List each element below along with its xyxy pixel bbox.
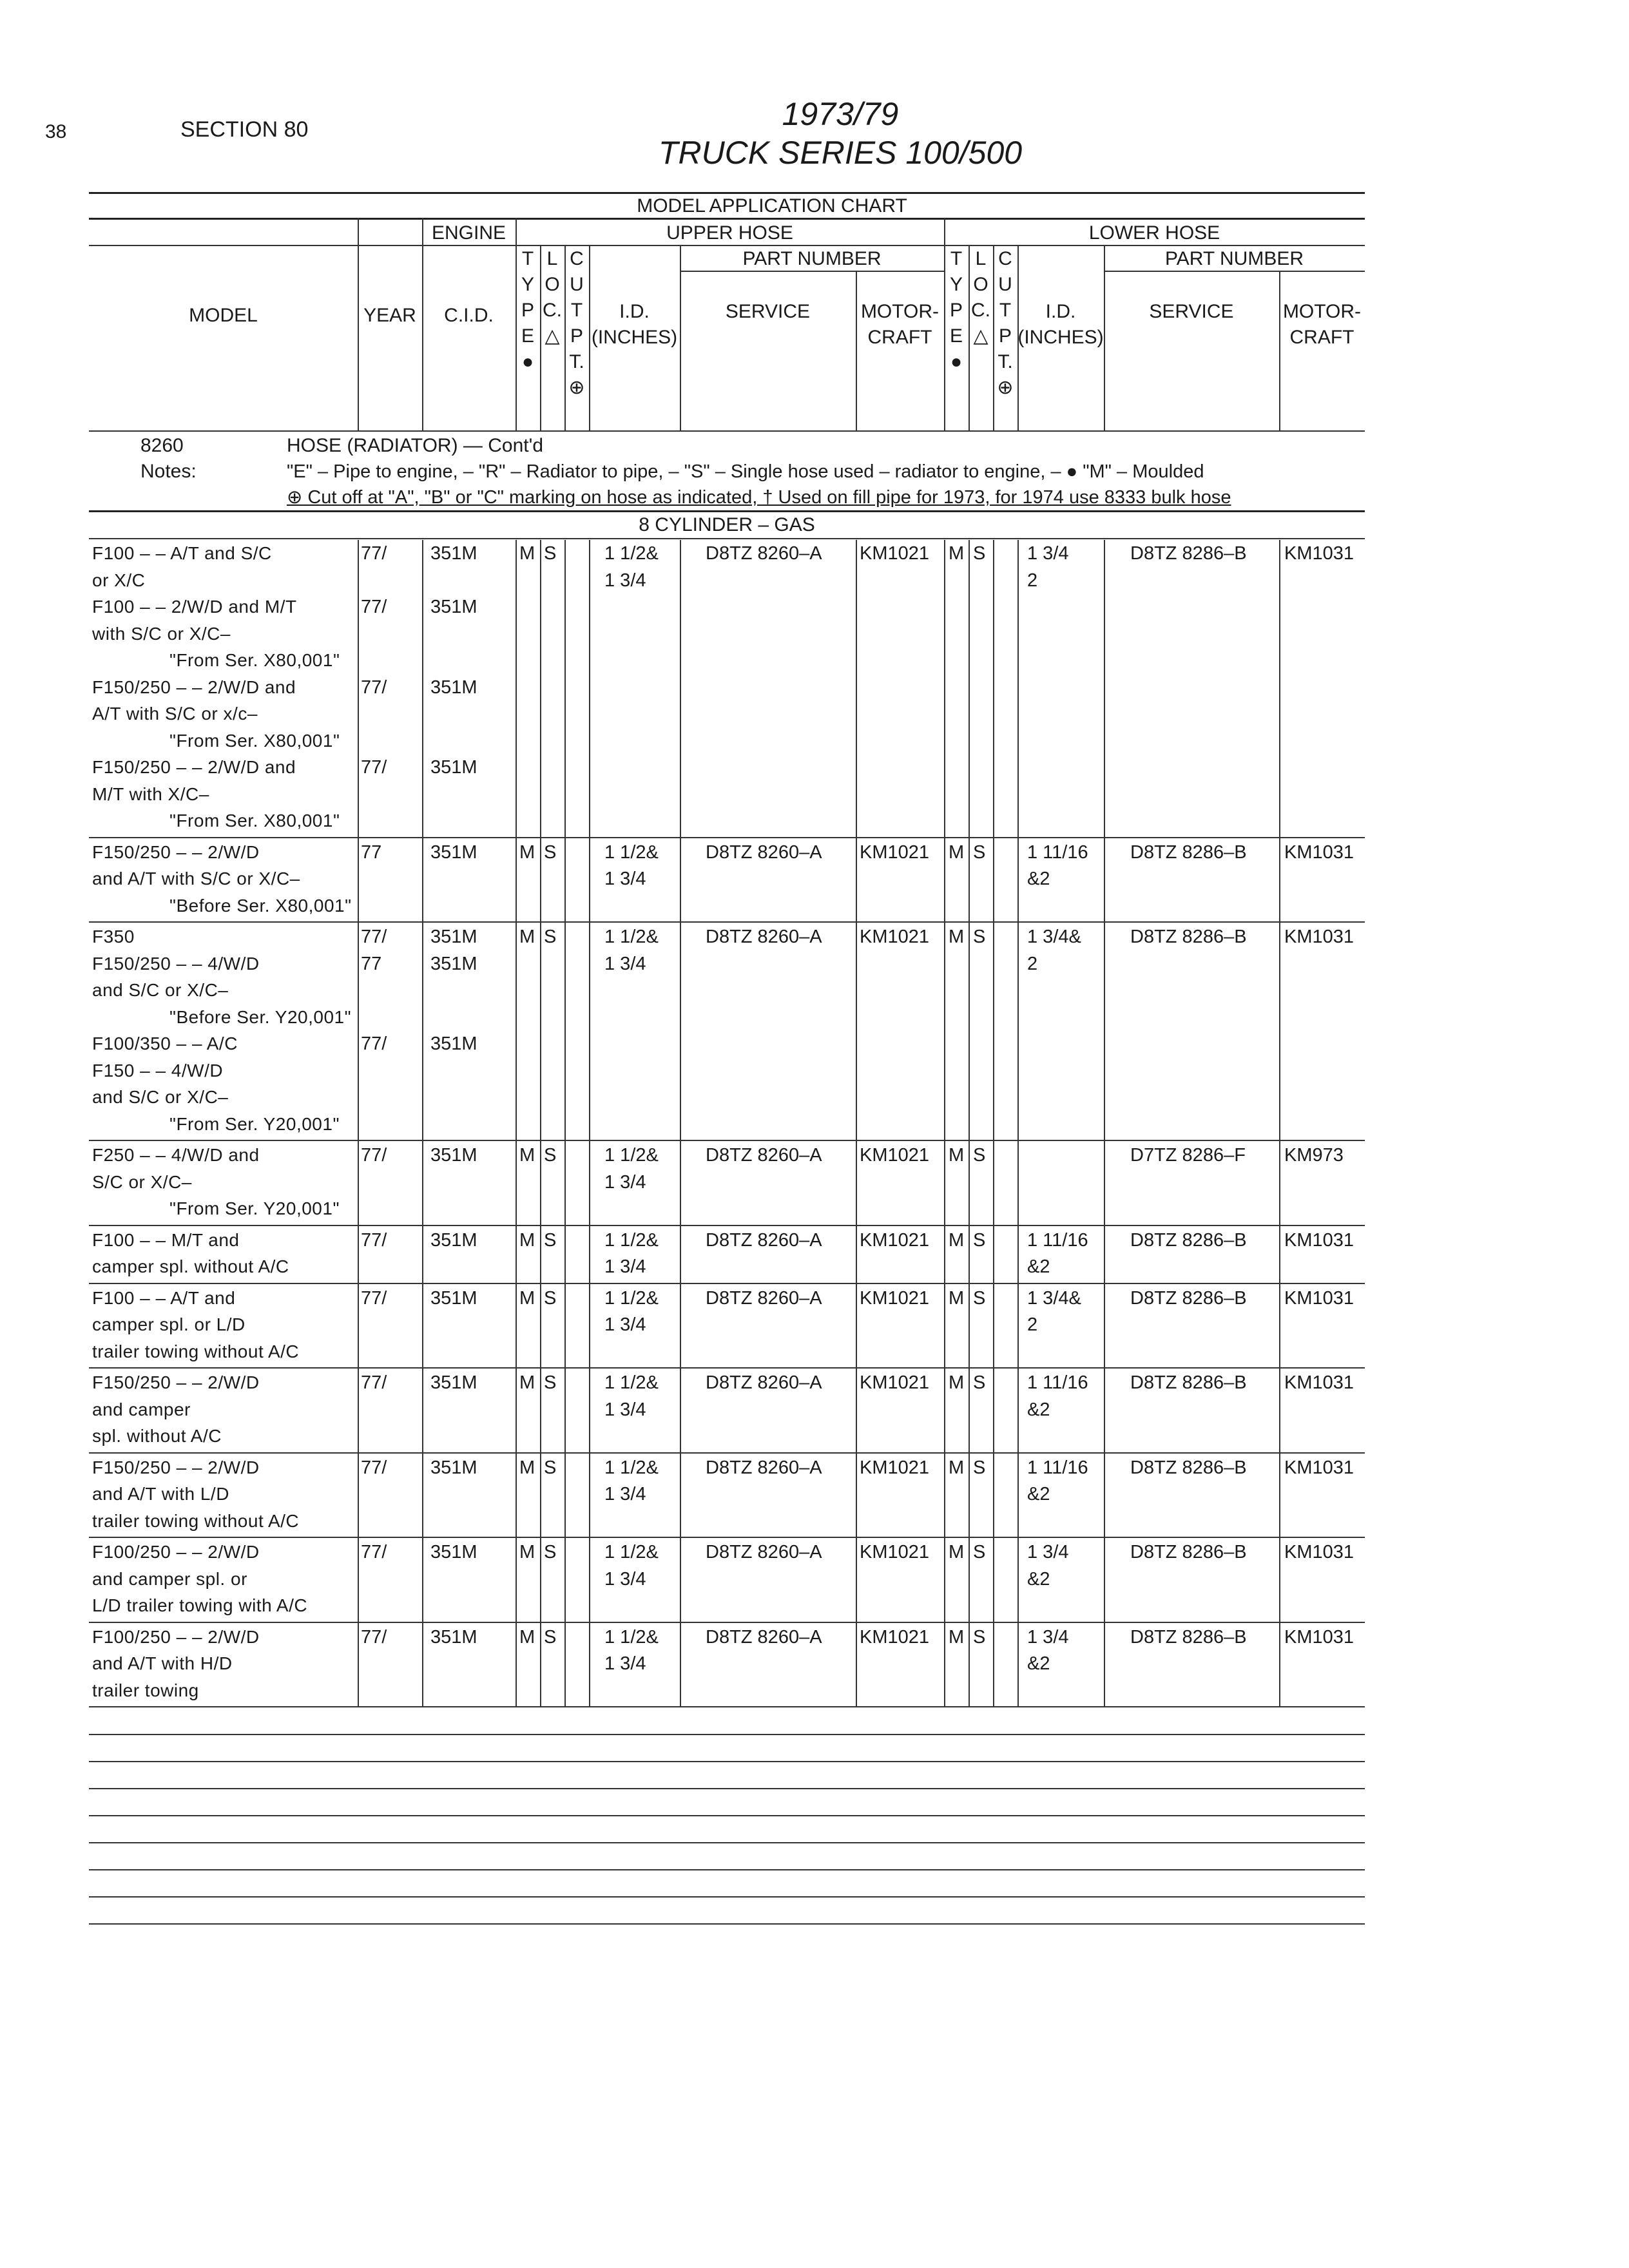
upper-location-value: S <box>544 543 557 564</box>
lower-part-number-header: PART NUMBER <box>1164 248 1304 269</box>
lower-motorcraft-part: KM1031 <box>1284 841 1354 863</box>
lower-type-value: M <box>949 1287 965 1309</box>
lower-motorcraft-part: KM1031 <box>1284 1372 1354 1393</box>
column-divider <box>358 540 359 1706</box>
upper-type-value: M <box>519 1372 535 1393</box>
lower-id-value: 2 <box>1027 953 1038 974</box>
model-text: F150/250 – – 2/W/D <box>92 1372 260 1392</box>
upper-hose-header: UPPER HOSE <box>666 222 793 244</box>
lower-id-value: 1 3/4 <box>1027 1626 1069 1648</box>
header-divider <box>1279 271 1280 430</box>
lower-location-value: S <box>973 841 986 863</box>
blank-line <box>89 1842 1365 1843</box>
upper-service-part: D8TZ 8260–A <box>706 1542 822 1562</box>
lower-hose-header: LOWER HOSE <box>1088 222 1220 244</box>
notes-line-1: "E" – Pipe to engine, – "R" – Radiator to pipe, – "S" – Single hose used – radiator to engine, – ● "M" – Moulded <box>287 461 1204 482</box>
model-text: "From Ser. Y20,001" <box>169 1198 340 1218</box>
model-text: camper spl. or L/D <box>92 1314 246 1334</box>
header-divider <box>1104 246 1105 430</box>
lower-type-value: M <box>949 1145 965 1166</box>
lower-service-part: D8TZ 8286–B <box>1130 1372 1247 1393</box>
year-value: 77/ <box>361 1457 387 1478</box>
year-value: 77/ <box>361 1033 387 1054</box>
upper-service-part: D8TZ 8260–A <box>706 1145 822 1166</box>
lower-service-part: D8TZ 8286–B <box>1130 841 1247 863</box>
upper-service-part: D8TZ 8260–A <box>706 927 822 947</box>
upper-type-value: M <box>519 1626 535 1648</box>
upper-motorcraft-part: KM1021 <box>860 1626 930 1648</box>
upper-id-header: I.D. <box>619 301 650 322</box>
upper-type-value: M <box>519 927 535 947</box>
column-divider <box>680 540 681 1706</box>
lower-location-value: S <box>973 1457 986 1478</box>
model-text: M/T with X/C– <box>92 783 209 804</box>
upper-id-value: 1 3/4 <box>604 1653 646 1674</box>
lower-motorcraft-part: KM973 <box>1284 1145 1344 1166</box>
lower-id-value: &2 <box>1027 1653 1050 1674</box>
lower-id-value: &2 <box>1027 1256 1050 1277</box>
upper-location-value: S <box>544 841 557 863</box>
lower-location-value: S <box>973 1287 986 1309</box>
lower-type-value: M <box>949 1542 965 1562</box>
blank-line <box>89 1923 1365 1925</box>
upper-type-column-header: T Y P E ● <box>521 248 534 372</box>
model-text: "Before Ser. Y20,001" <box>169 1006 352 1027</box>
year-value: 77/ <box>361 597 387 617</box>
model-text: "From Ser. X80,001" <box>169 650 340 670</box>
lower-motorcraft-part: KM1031 <box>1284 927 1354 947</box>
cid-value: 351M <box>430 1626 477 1648</box>
lower-location-value: S <box>973 1229 986 1251</box>
page-title-years: 1973/79 <box>782 96 899 132</box>
lower-location-value: S <box>973 1542 986 1562</box>
model-text: camper spl. without A/C <box>92 1256 289 1276</box>
blank-line <box>89 1815 1365 1816</box>
cid-value: 351M <box>430 1372 477 1393</box>
cid-value: 351M <box>430 597 477 617</box>
model-text: F150/250 – – 2/W/D and <box>92 677 296 697</box>
year-value: 77/ <box>361 1145 387 1166</box>
column-divider <box>564 540 566 1706</box>
upper-motorcraft-part: KM1021 <box>860 1229 930 1251</box>
upper-type-value: M <box>519 1145 535 1166</box>
lower-type-value: M <box>949 1626 965 1648</box>
model-text: F150/250 – – 4/W/D <box>92 953 260 974</box>
upper-type-value: M <box>519 1229 535 1251</box>
model-text: F100 – – 2/W/D and M/T <box>92 597 297 617</box>
row-divider <box>89 1622 1365 1623</box>
model-text: trailer towing without A/C <box>92 1510 300 1531</box>
lower-id-value: &2 <box>1027 1484 1050 1504</box>
lower-type-value: M <box>949 1229 965 1251</box>
upper-service-part: D8TZ 8260–A <box>706 1287 822 1309</box>
blank-line <box>89 1869 1365 1870</box>
cid-value: 351M <box>430 841 477 863</box>
lower-id-value: 1 11/16 <box>1027 1372 1088 1393</box>
section-label: SECTION 80 <box>180 117 309 142</box>
upper-service-header: SERVICE <box>725 301 811 322</box>
model-text: F150/250 – – 2/W/D and <box>92 757 296 777</box>
lower-motorcraft-part: KM1031 <box>1284 1287 1354 1309</box>
row-divider <box>89 1367 1365 1369</box>
upper-id-value: 1 3/4 <box>604 1314 646 1335</box>
lower-id-value: 1 3/4 <box>1027 1542 1069 1562</box>
lower-motorcraft-header-1: MOTOR- <box>1282 301 1362 322</box>
lower-service-part: D7TZ 8286–F <box>1130 1145 1246 1166</box>
lower-cut-column-header: C U T P T. ⊕ <box>997 248 1014 398</box>
lower-id-value: 1 11/16 <box>1027 1457 1088 1478</box>
lower-id-value: &2 <box>1027 869 1050 889</box>
model-text: F150 – – 4/W/D <box>92 1060 224 1081</box>
lower-service-part: D8TZ 8286–B <box>1130 1457 1247 1478</box>
row-divider <box>89 1225 1365 1226</box>
year-value: 77/ <box>361 1287 387 1309</box>
cid-value: 351M <box>430 1033 477 1054</box>
model-text: F150/250 – – 2/W/D <box>92 1457 260 1477</box>
chart-title-rule <box>89 218 1365 220</box>
lower-id-value: 2 <box>1027 570 1038 591</box>
model-text: "From Ser. Y20,001" <box>169 1113 340 1134</box>
upper-location-value: S <box>544 1626 557 1648</box>
lower-type-value: M <box>949 543 965 564</box>
lower-id-value: 1 11/16 <box>1027 1229 1088 1251</box>
year-value: 77/ <box>361 757 387 778</box>
model-text: trailer towing without A/C <box>92 1341 300 1361</box>
model-text: F100/250 – – 2/W/D <box>92 1542 260 1562</box>
lower-service-header: SERVICE <box>1149 301 1234 322</box>
lower-service-part: D8TZ 8286–B <box>1130 927 1247 947</box>
lower-motorcraft-part: KM1031 <box>1284 1542 1354 1562</box>
upper-service-part: D8TZ 8260–A <box>706 1457 822 1478</box>
model-text: or X/C <box>92 570 146 590</box>
row-divider <box>89 1140 1365 1141</box>
upper-location-value: S <box>544 927 557 947</box>
year-value: 77/ <box>361 1229 387 1251</box>
model-text: "From Ser. X80,001" <box>169 811 340 831</box>
cid-value: 351M <box>430 1457 477 1478</box>
year-value: 77/ <box>361 927 387 947</box>
blank-line <box>89 1896 1365 1898</box>
row-divider <box>89 921 1365 923</box>
group-heading: 8 CYLINDER – GAS <box>639 514 815 535</box>
notes-line-2: ⊕ Cut off at "A", "B" or "C" marking on hose as indicated, † Used on fill pipe for 1973, for 1974 use 8333 bulk hose <box>287 487 1231 508</box>
lower-service-part: D8TZ 8286–B <box>1130 1542 1247 1562</box>
lower-service-part: D8TZ 8286–B <box>1130 1229 1247 1251</box>
cid-header: C.I.D. <box>444 305 494 326</box>
model-text: A/T with S/C or x/c– <box>92 704 258 724</box>
upper-id-value: 1 3/4 <box>604 1256 646 1277</box>
cid-value: 351M <box>430 1542 477 1562</box>
cid-value: 351M <box>430 1229 477 1251</box>
upper-motorcraft-part: KM1021 <box>860 1457 930 1478</box>
upper-id-value: 1 3/4 <box>604 1171 646 1193</box>
cid-value: 351M <box>430 757 477 778</box>
upper-location-value: S <box>544 1145 557 1166</box>
upper-id-value: 1 1/2& <box>604 927 659 947</box>
column-divider <box>1104 540 1105 1706</box>
upper-id-value: 1 1/2& <box>604 1457 659 1478</box>
upper-type-value: M <box>519 1457 535 1478</box>
lower-id-value: 1 11/16 <box>1027 841 1088 863</box>
model-text: F250 – – 4/W/D and <box>92 1145 260 1165</box>
lower-id-value: 1 3/4& <box>1027 927 1081 947</box>
lower-type-value: M <box>949 927 965 947</box>
upper-id-value: 1 1/2& <box>604 1229 659 1251</box>
page-number: 38 <box>45 121 67 142</box>
model-text: trailer towing <box>92 1680 199 1700</box>
column-divider <box>969 540 970 1706</box>
lower-id-value: 2 <box>1027 1314 1038 1335</box>
lower-motorcraft-part: KM1031 <box>1284 1229 1354 1251</box>
engine-header: ENGINE <box>431 222 506 244</box>
row-divider <box>89 1537 1365 1538</box>
lower-service-part: D8TZ 8286–B <box>1130 1287 1247 1309</box>
lower-id-value: &2 <box>1027 1568 1050 1590</box>
lower-service-part: D8TZ 8286–B <box>1130 1626 1247 1648</box>
lower-type-value: M <box>949 1372 965 1393</box>
upper-id-value: 1 1/2& <box>604 543 659 564</box>
upper-id-value: 1 1/2& <box>604 1145 659 1166</box>
model-text: with S/C or X/C– <box>92 623 231 644</box>
lower-service-part: D8TZ 8286–B <box>1130 543 1247 564</box>
model-text: and A/T with H/D <box>92 1653 233 1673</box>
blank-line <box>89 1761 1365 1762</box>
upper-id-value: 1 3/4 <box>604 1484 646 1504</box>
upper-type-value: M <box>519 1287 535 1309</box>
model-text: F350 <box>92 927 135 947</box>
column-divider <box>540 540 541 1706</box>
row-divider <box>89 1706 1365 1707</box>
upper-motorcraft-part: KM1021 <box>860 543 930 564</box>
model-text: and camper <box>92 1399 191 1419</box>
chart-title: MODEL APPLICATION CHART <box>637 195 907 216</box>
upper-motorcraft-part: KM1021 <box>860 1287 930 1309</box>
upper-service-part: D8TZ 8260–A <box>706 1229 822 1251</box>
upper-location-value: S <box>544 1229 557 1251</box>
year-value: 77 <box>361 953 382 974</box>
upper-id-value: 1 3/4 <box>604 1568 646 1590</box>
upper-motorcraft-part: KM1021 <box>860 1372 930 1393</box>
year-value: 77 <box>361 841 382 863</box>
upper-motorcraft-part: KM1021 <box>860 1542 930 1562</box>
hose-title: HOSE (RADIATOR) — Cont'd <box>287 435 544 456</box>
upper-id-value: 1 1/2& <box>604 1287 659 1309</box>
model-text: and A/T with L/D <box>92 1484 229 1504</box>
lower-id-header: I.D. <box>1045 301 1076 322</box>
group-heading-rule <box>89 538 1365 539</box>
upper-location-column-header: L O C. △ <box>543 248 562 347</box>
upper-id-value: 1 1/2& <box>604 1372 659 1393</box>
upper-type-value: M <box>519 841 535 863</box>
lower-type-value: M <box>949 1457 965 1478</box>
blank-line <box>89 1734 1365 1735</box>
upper-id-value: 1 3/4 <box>604 1399 646 1420</box>
upper-cut-column-header: C U T P T. ⊕ <box>568 248 585 398</box>
blank-line <box>89 1788 1365 1789</box>
lower-type-column-header: T Y P E ● <box>949 248 963 372</box>
lower-location-column-header: L O C. △ <box>971 248 990 347</box>
column-divider <box>516 540 517 1706</box>
model-text: F100 – – M/T and <box>92 1229 240 1250</box>
column-divider <box>589 540 590 1706</box>
model-text: F100/250 – – 2/W/D <box>92 1626 260 1647</box>
upper-id-value: 1 3/4 <box>604 869 646 889</box>
upper-id-value: 1 3/4 <box>604 570 646 591</box>
model-text: F150/250 – – 2/W/D <box>92 841 260 862</box>
year-value: 77/ <box>361 1372 387 1393</box>
upper-inches-header: (INCHES) <box>591 327 678 348</box>
model-text: and S/C or X/C– <box>92 980 229 1000</box>
column-divider <box>1017 540 1019 1706</box>
hose-code: 8260 <box>140 435 184 456</box>
model-text: F100 – – A/T and S/C <box>92 543 272 563</box>
model-header: MODEL <box>189 305 258 326</box>
upper-service-part: D8TZ 8260–A <box>706 543 822 564</box>
lower-inches-header: (INCHES) <box>1017 327 1104 348</box>
column-divider <box>993 540 994 1706</box>
year-value: 77/ <box>361 1542 387 1562</box>
lower-motorcraft-part: KM1031 <box>1284 543 1354 564</box>
lower-id-value: &2 <box>1027 1399 1050 1420</box>
header-bottom-rule <box>89 430 1365 432</box>
year-value: 77/ <box>361 543 387 564</box>
cid-value: 351M <box>430 677 477 698</box>
year-value: 77/ <box>361 1626 387 1648</box>
lower-location-value: S <box>973 1372 986 1393</box>
column-divider <box>422 540 423 1706</box>
upper-location-value: S <box>544 1457 557 1478</box>
upper-service-part: D8TZ 8260–A <box>706 1372 822 1393</box>
model-text: and S/C or X/C– <box>92 1087 229 1107</box>
row-divider <box>89 1452 1365 1454</box>
upper-type-value: M <box>519 1542 535 1562</box>
column-divider <box>944 540 945 1706</box>
cid-value: 351M <box>430 953 477 974</box>
year-header: YEAR <box>363 305 416 326</box>
upper-motorcraft-part: KM1021 <box>860 927 930 947</box>
model-text: "From Ser. X80,001" <box>169 730 340 751</box>
upper-location-value: S <box>544 1542 557 1562</box>
cid-value: 351M <box>430 1145 477 1166</box>
upper-location-value: S <box>544 1287 557 1309</box>
model-text: F100 – – A/T and <box>92 1287 236 1308</box>
cid-value: 351M <box>430 927 477 947</box>
upper-part-number-header: PART NUMBER <box>742 248 882 269</box>
lower-id-value: 1 3/4 <box>1027 543 1069 564</box>
upper-type-value: M <box>519 543 535 564</box>
upper-location-value: S <box>544 1372 557 1393</box>
lower-motorcraft-part: KM1031 <box>1284 1626 1354 1648</box>
upper-service-part: D8TZ 8260–A <box>706 1626 822 1648</box>
column-divider <box>1279 540 1280 1706</box>
upper-id-value: 1 1/2& <box>604 1542 659 1562</box>
lower-location-value: S <box>973 543 986 564</box>
page-title-series: TRUCK SERIES 100/500 <box>658 135 1023 171</box>
cid-value: 351M <box>430 1287 477 1309</box>
upper-motorcraft-header-1: MOTOR- <box>860 301 940 322</box>
model-text: spl. without A/C <box>92 1426 222 1446</box>
model-text: L/D trailer towing with A/C <box>92 1595 308 1615</box>
row-divider <box>89 1283 1365 1284</box>
row-divider <box>89 837 1365 838</box>
lower-motorcraft-header-2: CRAFT <box>1289 327 1354 348</box>
model-text: and camper spl. or <box>92 1568 247 1589</box>
header-divider <box>856 271 857 430</box>
lower-motorcraft-part: KM1031 <box>1284 1457 1354 1478</box>
lower-location-value: S <box>973 1626 986 1648</box>
model-text: S/C or X/C– <box>92 1171 192 1192</box>
column-divider <box>856 540 857 1706</box>
model-text: and A/T with S/C or X/C– <box>92 869 300 889</box>
upper-id-value: 1 1/2& <box>604 1626 659 1648</box>
cid-value: 351M <box>430 543 477 564</box>
upper-id-value: 1 1/2& <box>604 841 659 863</box>
header-divider <box>680 246 681 430</box>
lower-type-value: M <box>949 841 965 863</box>
lower-location-value: S <box>973 1145 986 1166</box>
model-text: "Before Ser. X80,001" <box>169 895 352 916</box>
upper-motorcraft-part: KM1021 <box>860 841 930 863</box>
lower-id-value: 1 3/4& <box>1027 1287 1081 1309</box>
model-text: F100/350 – – A/C <box>92 1033 238 1053</box>
upper-motorcraft-header-2: CRAFT <box>867 327 932 348</box>
lower-location-value: S <box>973 927 986 947</box>
upper-motorcraft-part: KM1021 <box>860 1145 930 1166</box>
upper-id-value: 1 3/4 <box>604 953 646 974</box>
notes-label: Notes: <box>140 461 197 482</box>
upper-service-part: D8TZ 8260–A <box>706 841 822 863</box>
year-value: 77/ <box>361 677 387 698</box>
